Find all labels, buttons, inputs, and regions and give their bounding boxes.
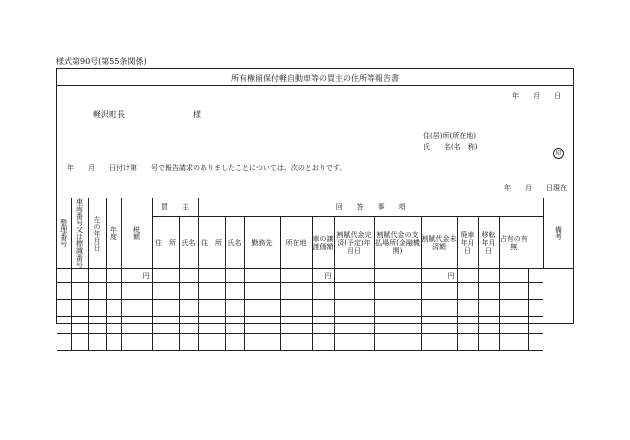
cell[interactable] <box>334 269 374 283</box>
cell[interactable] <box>528 317 543 334</box>
cell[interactable] <box>421 334 457 351</box>
header-kappu-basho: 割賦代金の支払場所(金融機関) <box>374 217 421 269</box>
cell[interactable] <box>457 300 478 317</box>
cell[interactable] <box>71 283 88 300</box>
cell[interactable] <box>499 317 528 334</box>
cell[interactable] <box>421 300 457 317</box>
cell-zeigaku[interactable]: 円 <box>121 269 152 283</box>
header-itenn: 移転年月日 <box>478 217 499 269</box>
cell[interactable] <box>528 300 543 317</box>
cell[interactable] <box>225 300 244 317</box>
cell[interactable] <box>121 317 152 334</box>
cell-misai[interactable]: 円 <box>421 269 457 283</box>
cell[interactable] <box>225 334 244 351</box>
header-shozaichi: 所在地 <box>280 217 312 269</box>
cell[interactable] <box>528 334 543 351</box>
cell[interactable] <box>499 283 528 300</box>
cell[interactable] <box>225 269 244 283</box>
cell[interactable] <box>152 317 179 334</box>
cell[interactable] <box>106 269 121 283</box>
cell[interactable] <box>106 317 121 334</box>
header-sennyu: 占有の有無 <box>499 217 528 269</box>
cell[interactable] <box>179 269 198 283</box>
cell[interactable] <box>88 300 106 317</box>
cell[interactable] <box>528 269 543 283</box>
header-kappu-kanryo: 割賦代金完済(予定)年月日 <box>334 217 374 269</box>
cell[interactable] <box>280 334 312 351</box>
cell[interactable] <box>179 283 198 300</box>
cell[interactable] <box>198 269 225 283</box>
cell[interactable] <box>280 317 312 334</box>
report-form <box>56 68 574 324</box>
header-jusho-answer: 住 所 <box>198 217 225 269</box>
cell[interactable] <box>312 300 334 317</box>
cell[interactable] <box>374 283 421 300</box>
table-row <box>57 317 573 334</box>
cell[interactable] <box>457 317 478 334</box>
header-kappu-misai: 割賦代金未済額 <box>421 217 457 269</box>
header-nengappi: 左の年月日 <box>93 215 101 251</box>
cell[interactable] <box>152 269 179 283</box>
cell[interactable] <box>198 334 225 351</box>
cell[interactable] <box>244 269 280 283</box>
cell[interactable] <box>457 283 478 300</box>
cell[interactable] <box>225 317 244 334</box>
cell[interactable] <box>88 283 106 300</box>
cell[interactable] <box>478 269 499 283</box>
sama-label: 様 <box>193 110 201 119</box>
cell[interactable] <box>478 334 499 351</box>
cell[interactable] <box>244 300 280 317</box>
cell[interactable] <box>374 334 421 351</box>
cell-jotogaku[interactable]: 円 <box>312 269 334 283</box>
title-divider <box>57 85 573 86</box>
reporter-address-label: 住(居)所(所在地) <box>423 132 476 140</box>
cell[interactable] <box>198 300 225 317</box>
cell[interactable] <box>334 317 374 334</box>
cell[interactable] <box>121 334 152 351</box>
cell[interactable] <box>57 317 71 334</box>
cell[interactable] <box>244 317 280 334</box>
cell[interactable] <box>71 300 88 317</box>
cell[interactable] <box>179 300 198 317</box>
addressee: 軽沢町長 <box>93 110 125 119</box>
cell[interactable] <box>421 317 457 334</box>
cell[interactable] <box>421 283 457 300</box>
cell[interactable] <box>478 300 499 317</box>
cell[interactable] <box>478 317 499 334</box>
cell[interactable] <box>88 334 106 351</box>
cell[interactable] <box>499 334 528 351</box>
cell[interactable] <box>334 334 374 351</box>
table-row <box>57 334 573 351</box>
as-of-date: 年 月 日現在 <box>504 184 567 192</box>
cell[interactable] <box>457 334 478 351</box>
cell[interactable] <box>225 283 244 300</box>
cell[interactable] <box>106 283 121 300</box>
cell[interactable] <box>244 283 280 300</box>
cell[interactable] <box>374 269 421 283</box>
header-jusho-buyer: 住 所 <box>152 217 179 269</box>
cell[interactable] <box>478 283 499 300</box>
cell[interactable] <box>57 283 71 300</box>
header-seiri: 整理番号 <box>59 219 68 247</box>
body-text: 年 月 日付け第 号で報告請求のありましたことについては、次のとおりです。 <box>67 164 347 172</box>
cell[interactable] <box>179 317 198 334</box>
cell[interactable] <box>528 283 543 300</box>
cell[interactable] <box>152 300 179 317</box>
cell[interactable] <box>312 317 334 334</box>
cell[interactable] <box>152 334 179 351</box>
header-shimei-buyer: 氏名 <box>179 217 198 269</box>
header-shimei-answer: 氏名 <box>225 217 244 269</box>
cell[interactable] <box>71 317 88 334</box>
cell[interactable] <box>499 269 528 283</box>
reporter-name-label: 氏 名(名 称) <box>423 143 478 151</box>
cell[interactable] <box>121 283 152 300</box>
cell[interactable] <box>499 300 528 317</box>
cell[interactable] <box>57 300 71 317</box>
cell[interactable] <box>106 300 121 317</box>
cell[interactable] <box>334 283 374 300</box>
table-row <box>57 269 573 283</box>
form-title: 所有権留保付軽自動車等の買主の住所等報告書 <box>231 74 399 83</box>
cell[interactable] <box>374 317 421 334</box>
cell[interactable] <box>280 283 312 300</box>
cell[interactable] <box>152 283 179 300</box>
date-line: 年 月 日 <box>512 92 561 100</box>
cell[interactable] <box>280 300 312 317</box>
cell[interactable] <box>457 269 478 283</box>
cell[interactable] <box>71 269 88 283</box>
cell[interactable] <box>121 300 152 317</box>
answer-table <box>57 198 573 351</box>
form-number: 様式第90号(第55条関係) <box>56 57 147 66</box>
header-kinmu: 勤務先 <box>244 217 280 269</box>
table-row <box>57 300 573 317</box>
cell[interactable] <box>71 334 88 351</box>
header-jotogaku: 車の譲渡価額 <box>312 217 334 269</box>
cell[interactable] <box>88 269 106 283</box>
header-biko: 備考 <box>554 226 563 240</box>
header-zeigaku: 税額 <box>132 226 141 240</box>
cell[interactable] <box>280 269 312 283</box>
header-kaishu: 買 主 <box>152 198 198 217</box>
cell[interactable] <box>198 317 225 334</box>
cell[interactable] <box>312 334 334 351</box>
cell[interactable] <box>88 317 106 334</box>
cell[interactable] <box>179 334 198 351</box>
header-nendo: 年度 <box>109 226 118 240</box>
cell[interactable] <box>374 300 421 317</box>
cell[interactable] <box>312 283 334 300</box>
seal-mark: 印 <box>553 148 564 159</box>
cell[interactable] <box>106 334 121 351</box>
cell[interactable] <box>198 283 225 300</box>
header-haisha: 廃車年月日 <box>457 217 478 269</box>
header-kaitou: 回 答 事 項 <box>198 198 543 217</box>
cell[interactable] <box>57 334 71 351</box>
table-row <box>57 283 573 300</box>
cell[interactable] <box>244 334 280 351</box>
header-sharyo: 車両番号又は標識番号 <box>75 198 84 268</box>
cell[interactable] <box>334 300 374 317</box>
cell[interactable] <box>57 269 71 283</box>
